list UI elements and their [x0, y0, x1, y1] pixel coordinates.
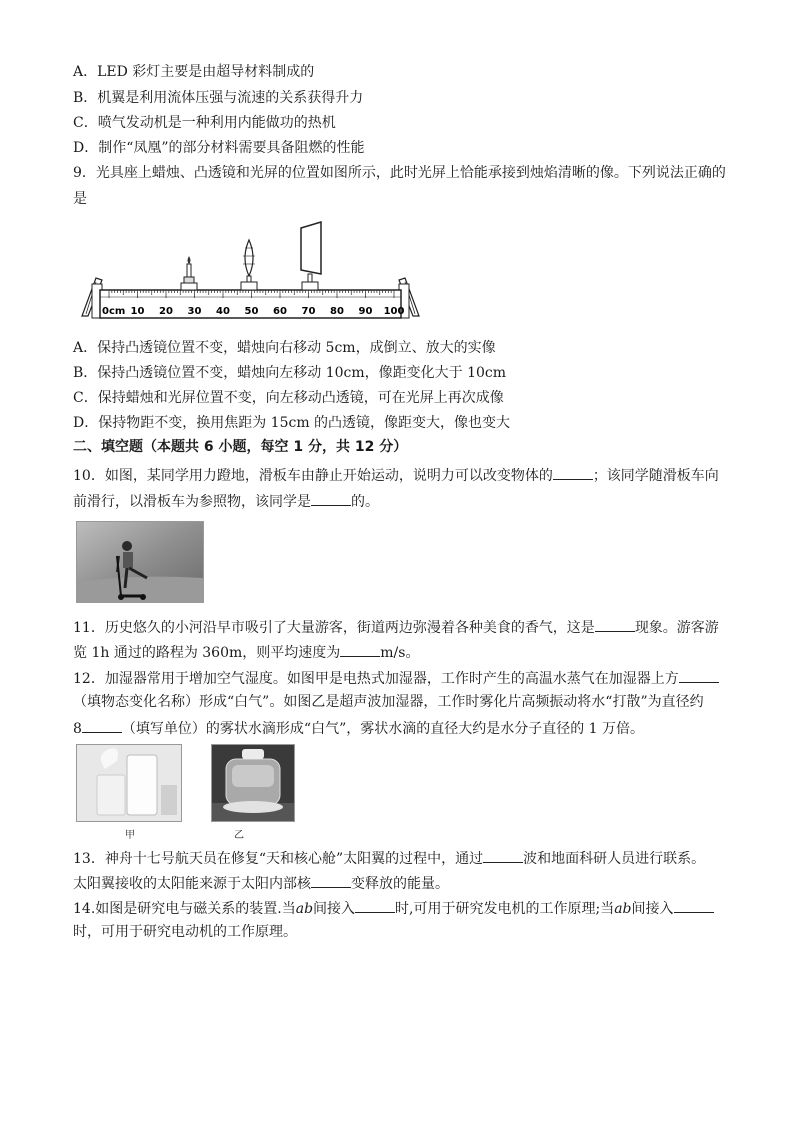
q10-blank-1[interactable] [553, 465, 593, 480]
q9-stem-line1: 9．光具座上蜡烛、凸透镜和光屏的位置如图所示，此时光屏上恰能承接到烛焰清晰的像。下列说法正确的 [73, 165, 726, 181]
light-screen [301, 222, 321, 290]
bench-label-50: 50 [244, 306, 259, 317]
q10-blank-2[interactable] [311, 491, 351, 506]
q8-option-d: D．制作“凤凰”的部分材料需要具备阻燃的性能 [73, 140, 365, 156]
bench-label-100: 100 [383, 306, 405, 317]
q13-line2: 太阳翼接收的太阳能来源于太阳内部核 变释放的能量。 [73, 873, 449, 893]
q12-line3: 8 （填写单位）的雾状水滴形成“白气”，雾状水滴的直径大约是水分子直径的 1 万倍。 [73, 718, 644, 738]
optical-bench-figure [78, 220, 423, 322]
q9-option-a: A．保持凸透镜位置不变，蜡烛向右移动 5cm，成倒立、放大的实像 [73, 340, 496, 356]
q14-blank-1[interactable] [355, 898, 395, 913]
q8-option-b: B．机翼是利用流体压强与流速的关系获得升力 [73, 90, 364, 106]
bench-label-20: 20 [159, 306, 173, 317]
q14-blank-2[interactable] [674, 898, 714, 913]
bench-label-40: 40 [216, 306, 230, 317]
section-heading: 二、填空题（本题共 6 小题，每空 1 分，共 12 分） [73, 439, 408, 455]
bench-label-90: 90 [358, 306, 373, 317]
q10-line1: 10．如图，某同学用力蹬地，滑板车由静止开始运动，说明力可以改变物体的 ；该同学随滑板车向 [73, 465, 719, 485]
q14-line1: 14.如图是研究电与磁关系的装置.当ab间接入 时,可用于研究发电机的工作原理;当ab间接入 [73, 898, 714, 918]
bench-label-60: 60 [273, 306, 287, 317]
caption-yi: 乙 [234, 830, 244, 841]
bench-label-0cm: 0cm [102, 306, 126, 317]
convex-lens [241, 240, 257, 290]
q12-line1: 12．加湿器常用于增加空气湿度。如图甲是电热式加湿器，工作时产生的高温水蒸气在加湿器上方 [73, 668, 719, 688]
caption-jia: 甲 [125, 830, 135, 841]
q9-option-d: D．保持物距不变，换用焦距为 15cm 的凸透镜，像距变大，像也变大 [73, 415, 511, 431]
q12-line2: （填物态变化名称）形成“白气”。如图乙是超声波加湿器，工作时雾化片高频振动将水“打散”为直径约 [73, 694, 704, 710]
q11-blank-1[interactable] [595, 617, 635, 632]
q11-line2: 览 1h 通过的路程为 360m，则平均速度为 m/s。 [73, 642, 419, 662]
q12-blank-1[interactable] [679, 668, 719, 683]
bench-label-70: 70 [301, 306, 316, 317]
q13-blank-2[interactable] [311, 873, 351, 888]
q9-stem-line2: 是 [73, 191, 87, 207]
q13-blank-1[interactable] [483, 848, 523, 863]
humidifier-jia-photo [76, 744, 182, 822]
scooter-photo [76, 521, 204, 603]
q9-option-c: C．保持蜡烛和光屏位置不变，向左移动凸透镜，可在光屏上再次成像 [73, 390, 504, 406]
bench-label-80: 80 [330, 306, 344, 317]
q12-blank-2[interactable] [82, 718, 122, 733]
q10-line2: 前滑行，以滑板车为参照物，该同学是 的。 [73, 491, 379, 511]
q9-option-b: B．保持凸透镜位置不变，蜡烛向左移动 10cm，像距变化大于 10cm [73, 365, 507, 381]
humidifier-yi-photo [211, 744, 295, 822]
q14-line2: 时，可用于研究电动机的工作原理。 [73, 924, 297, 940]
q13-line1: 13．神舟十七号航天员在修复“天和核心舱”太阳翼的过程中，通过 波和地面科研人员进行联系。 [73, 848, 705, 868]
q8-option-a: A．LED 彩灯主要是由超导材料制成的 [73, 64, 315, 80]
q11-line1: 11．历史悠久的小河沿早市吸引了大量游客，街道两边弥漫着各种美食的香气，这是 现象。游客游 [73, 617, 719, 637]
q8-option-c: C．喷气发动机是一种利用内能做功的热机 [73, 115, 336, 131]
candle [181, 256, 197, 290]
bench-label-10: 10 [130, 306, 145, 317]
bench-label-30: 30 [187, 306, 202, 317]
q11-blank-2[interactable] [340, 642, 380, 657]
